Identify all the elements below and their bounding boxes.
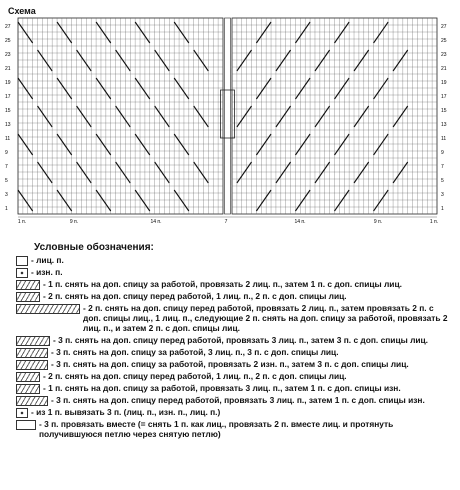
row-number-right: 7: [441, 164, 444, 170]
legend-symbol-icon: [16, 408, 28, 418]
row-number-left: 13: [5, 122, 11, 128]
legend-text: - изн. п.: [31, 267, 63, 277]
legend-text: - 3 п. снять на доп. спицу за работой, 3 лиц. п., 3 п. с доп. спицы лиц.: [51, 346, 339, 357]
stitch-count-label: 9 п.: [69, 219, 79, 225]
row-number-right: 27: [441, 24, 447, 30]
legend-symbol-icon: [16, 256, 28, 266]
legend-text: - 3 п. снять на доп. спицу перед работой, провязать 3 лиц. п., затем 3 п. с доп. спицы лиц.: [53, 334, 429, 345]
row-number-right: 17: [441, 94, 447, 100]
row-number-left: 11: [5, 136, 11, 142]
legend-symbol-icon: [16, 280, 40, 290]
row-number-left: 25: [5, 38, 11, 44]
legend-item: [16, 371, 452, 382]
row-number-left: 9: [5, 150, 8, 156]
legend-symbol-icon: [16, 420, 36, 430]
row-number-left: 3: [5, 192, 8, 198]
legend-symbol-icon: [16, 372, 40, 382]
row-number-left: 1: [5, 206, 8, 212]
row-number-left: 27: [5, 24, 11, 30]
legend-text: - 2 п. снять на доп. спицу перед работой, 1 лиц. п., 2 п. с доп. спицы лиц.: [43, 370, 347, 381]
legend-item: [16, 419, 452, 439]
legend-text: - 3 п. провязать вместе (= снять 1 п. как лиц., провязать 2 п. вместе лиц. и протянуть получившуюся петлю через снятую петлю): [39, 418, 394, 439]
row-number-left: 15: [5, 108, 11, 114]
legend-symbol-icon: [16, 304, 80, 314]
row-number-right: 19: [441, 80, 447, 86]
legend-item: [16, 383, 452, 394]
row-number-right: 11: [441, 136, 447, 142]
legend-symbol-icon: [16, 336, 50, 346]
row-number-right: 9: [441, 150, 444, 156]
row-number-right: 5: [441, 178, 444, 184]
legend-item: [16, 335, 452, 346]
legend-text: - 1 п. снять на доп. спицу за работой, провязать 2 лиц. п., затем 1 п. с доп. спицы лиц.: [43, 279, 402, 289]
legend-item: [16, 291, 452, 302]
knitting-chart: [0, 0, 460, 240]
legend-text: - 2 п. снять на доп. спицу перед работой, 1 лиц. п., 2 п. с доп. спицы лиц.: [43, 291, 347, 301]
stitch-count-label: 14 п.: [150, 219, 162, 225]
legend-symbol-icon: [16, 384, 40, 394]
row-number-left: 21: [5, 66, 11, 72]
legend-symbol-icon: [16, 396, 48, 406]
legend-symbol-icon: [16, 348, 48, 358]
row-number-right: 3: [441, 192, 444, 198]
row-number-left: 7: [5, 164, 8, 170]
legend-symbol-icon: [16, 292, 40, 302]
stitch-count-label: 14 п.: [294, 219, 306, 225]
row-number-right: 13: [441, 122, 447, 128]
row-number-left: 5: [5, 178, 8, 184]
row-number-right: 23: [441, 52, 447, 58]
row-number-right: 21: [441, 66, 447, 72]
legend-text: - 3 п. снять на доп. спицу перед работой, провязать 3 лиц. п., затем 1 п. с доп. спицы изн.: [51, 394, 425, 405]
legend-item: [16, 255, 452, 266]
chart-title: Схема: [8, 6, 36, 16]
stitch-count-label: 1 п.: [17, 219, 27, 225]
row-number-left: 23: [5, 52, 11, 58]
legend-item: [16, 359, 452, 370]
legend-symbol-icon: [16, 268, 28, 278]
legend-item: [16, 279, 452, 290]
legend-text: - лиц. п.: [31, 255, 64, 265]
stitch-count-label: 1 п.: [429, 219, 439, 225]
legend-text: - 1 п. снять на доп. спицу за работой, провязать 3 лиц. п., затем 1 п. с доп. спицы изн.: [43, 382, 401, 393]
legend-item: [16, 347, 452, 358]
legend-item: [16, 407, 452, 418]
row-number-right: 25: [441, 38, 447, 44]
row-number-right: 1: [441, 206, 444, 212]
legend-item: [16, 395, 452, 406]
legend-item: [16, 267, 452, 278]
legend-symbol-icon: [16, 360, 48, 370]
stitch-count-label: 9 п.: [373, 219, 383, 225]
legend-text: - 2 п. снять на доп. спицу перед работой, провязать 2 лиц. п., затем провязать 2 п. с доп. спицы лиц., 1 лиц. п., следующие 2 п. снять на доп. спицу за работой, провязать 2 лиц. п., и затем 2 п. с доп. спицы лиц.: [83, 303, 448, 334]
stitch-count-label: 7: [224, 219, 228, 225]
legend-text: - из 1 п. вывязать 3 п. (лиц. п., изн. п., лиц. п.): [31, 406, 221, 417]
chart-center-column: [225, 18, 231, 214]
legend-text: - 3 п. снять на доп. спицу за работой, провязать 2 изн. п., затем 3 п. с доп. спицы лиц.: [51, 358, 409, 369]
legend: [16, 242, 452, 440]
legend-item: [16, 303, 452, 334]
row-number-left: 19: [5, 80, 11, 86]
row-number-left: 17: [5, 94, 11, 100]
legend-title: Условные обозначения:: [34, 242, 154, 253]
row-number-right: 15: [441, 108, 447, 114]
